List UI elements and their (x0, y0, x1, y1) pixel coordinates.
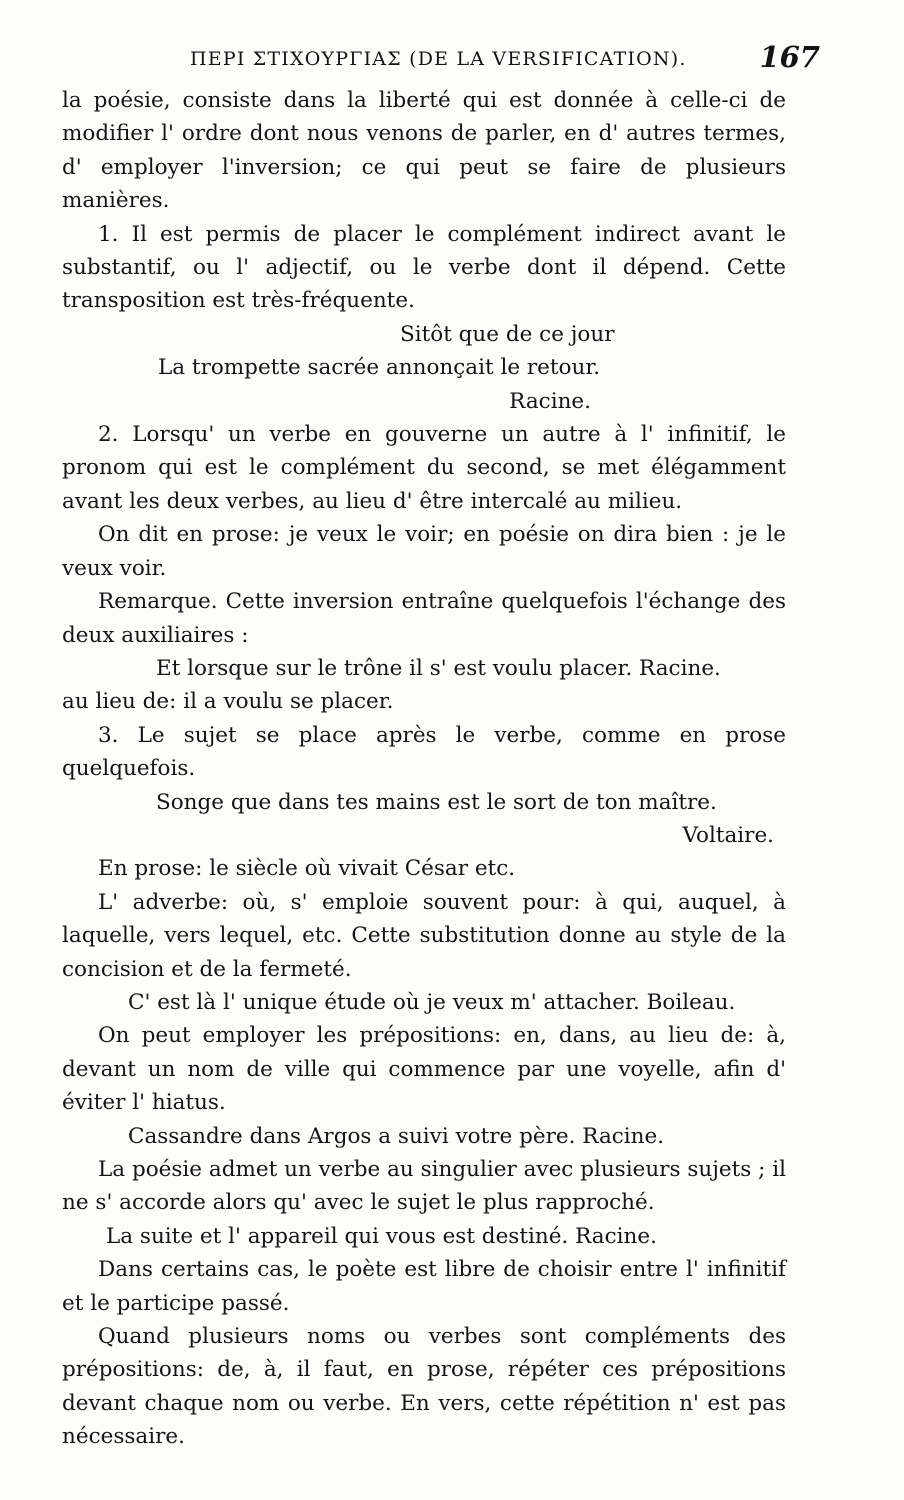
paragraph: La poésie admet un verbe au singulier avec plusieurs sujets ; il ne s' accorde alors qu' avec le sujet le plus rapproché. (62, 1157, 786, 1216)
paragraph: la poésie, consiste dans la liberté qui est donnée à celle-ci de modifier l' ordre dont nous venons de parler, en d' autres termes, d' employer l'inversion; ce qui peut se faire de plusieurs manières. (62, 88, 786, 214)
verse-line: Et lorsque sur le trône il s' est voulu placer. Racine. (156, 655, 721, 681)
paragraph: L' adverbe: où, s' emploie souvent pour: à qui, auquel, à laquelle, vers lequel, etc. Cette substitution donne au style de la concision et de la fermeté. (62, 889, 786, 982)
running-header (190, 40, 820, 84)
paragraph: Dans certains cas, le poète est libre de choisir entre l' infinitif et le participe passé. (62, 1257, 786, 1316)
paragraph: On peut employer les prépositions: en, dans, au lieu de: à, devant un nom de ville qui commence par une voyelle, afin d' éviter l' hiatus. (62, 1023, 786, 1116)
paragraph: Quand plusieurs noms ou verbes sont compléments des prépositions: de, à, il faut, en prose, répéter ces prépositions devant chaque nom ou verbe. En vers, cette répétition n' est pas nécessaire. (62, 1324, 786, 1450)
verse-line: Cassandre dans Argos a suivi votre père. Racine. (128, 1123, 665, 1149)
paragraph: 1. Il est permis de placer le complément indirect avant le substantif, ou l' adjectif, ou le verbe dont il dépend. Cette transposition est très-fréquente. (62, 221, 786, 314)
paragraph: 3. Le sujet se place après le verbe, comme en prose quelquefois. (62, 722, 786, 782)
paragraph: 2. Lorsqu' un verbe en gouverne un autre à l' infinitif, le pronom qui est le complément du second, se met élégamment avant les deux verbes, au lieu d' être intercalé au milieu. (62, 422, 786, 514)
verse-author: Racine. (509, 388, 591, 414)
verse-line: C' est là l' unique étude où je veux m' attacher. Boileau. (128, 989, 736, 1015)
paragraph: Remarque. Cette inversion entraîne quelquefois l'échange des deux auxiliaires : (62, 589, 786, 648)
verse-line: Sitôt que de ce jour (400, 321, 615, 347)
verse-line: La suite et l' appareil qui vous est destiné. Racine. (106, 1223, 657, 1249)
paragraph: On dit en prose: je veux le voir; en poésie on dira bien : je le veux voir. (62, 522, 786, 581)
verse-line: La trompette sacrée annonçait le retour. (158, 355, 601, 381)
page-body (62, 84, 786, 1454)
verse-author: Voltaire. (682, 822, 774, 848)
paragraph: au lieu de: il a voulu se placer. (62, 689, 394, 715)
page-number: 167 (759, 40, 820, 74)
verse-line: Songe que dans tes mains est le sort de ton maître. (156, 789, 717, 815)
paragraph: En prose: le siècle où vivait César etc. (98, 856, 516, 882)
running-title: ΠΕΡΙ ΣΤΙΧΟΥΡΓΙΑΣ (DE LA VERSIFICATION). (190, 48, 687, 70)
